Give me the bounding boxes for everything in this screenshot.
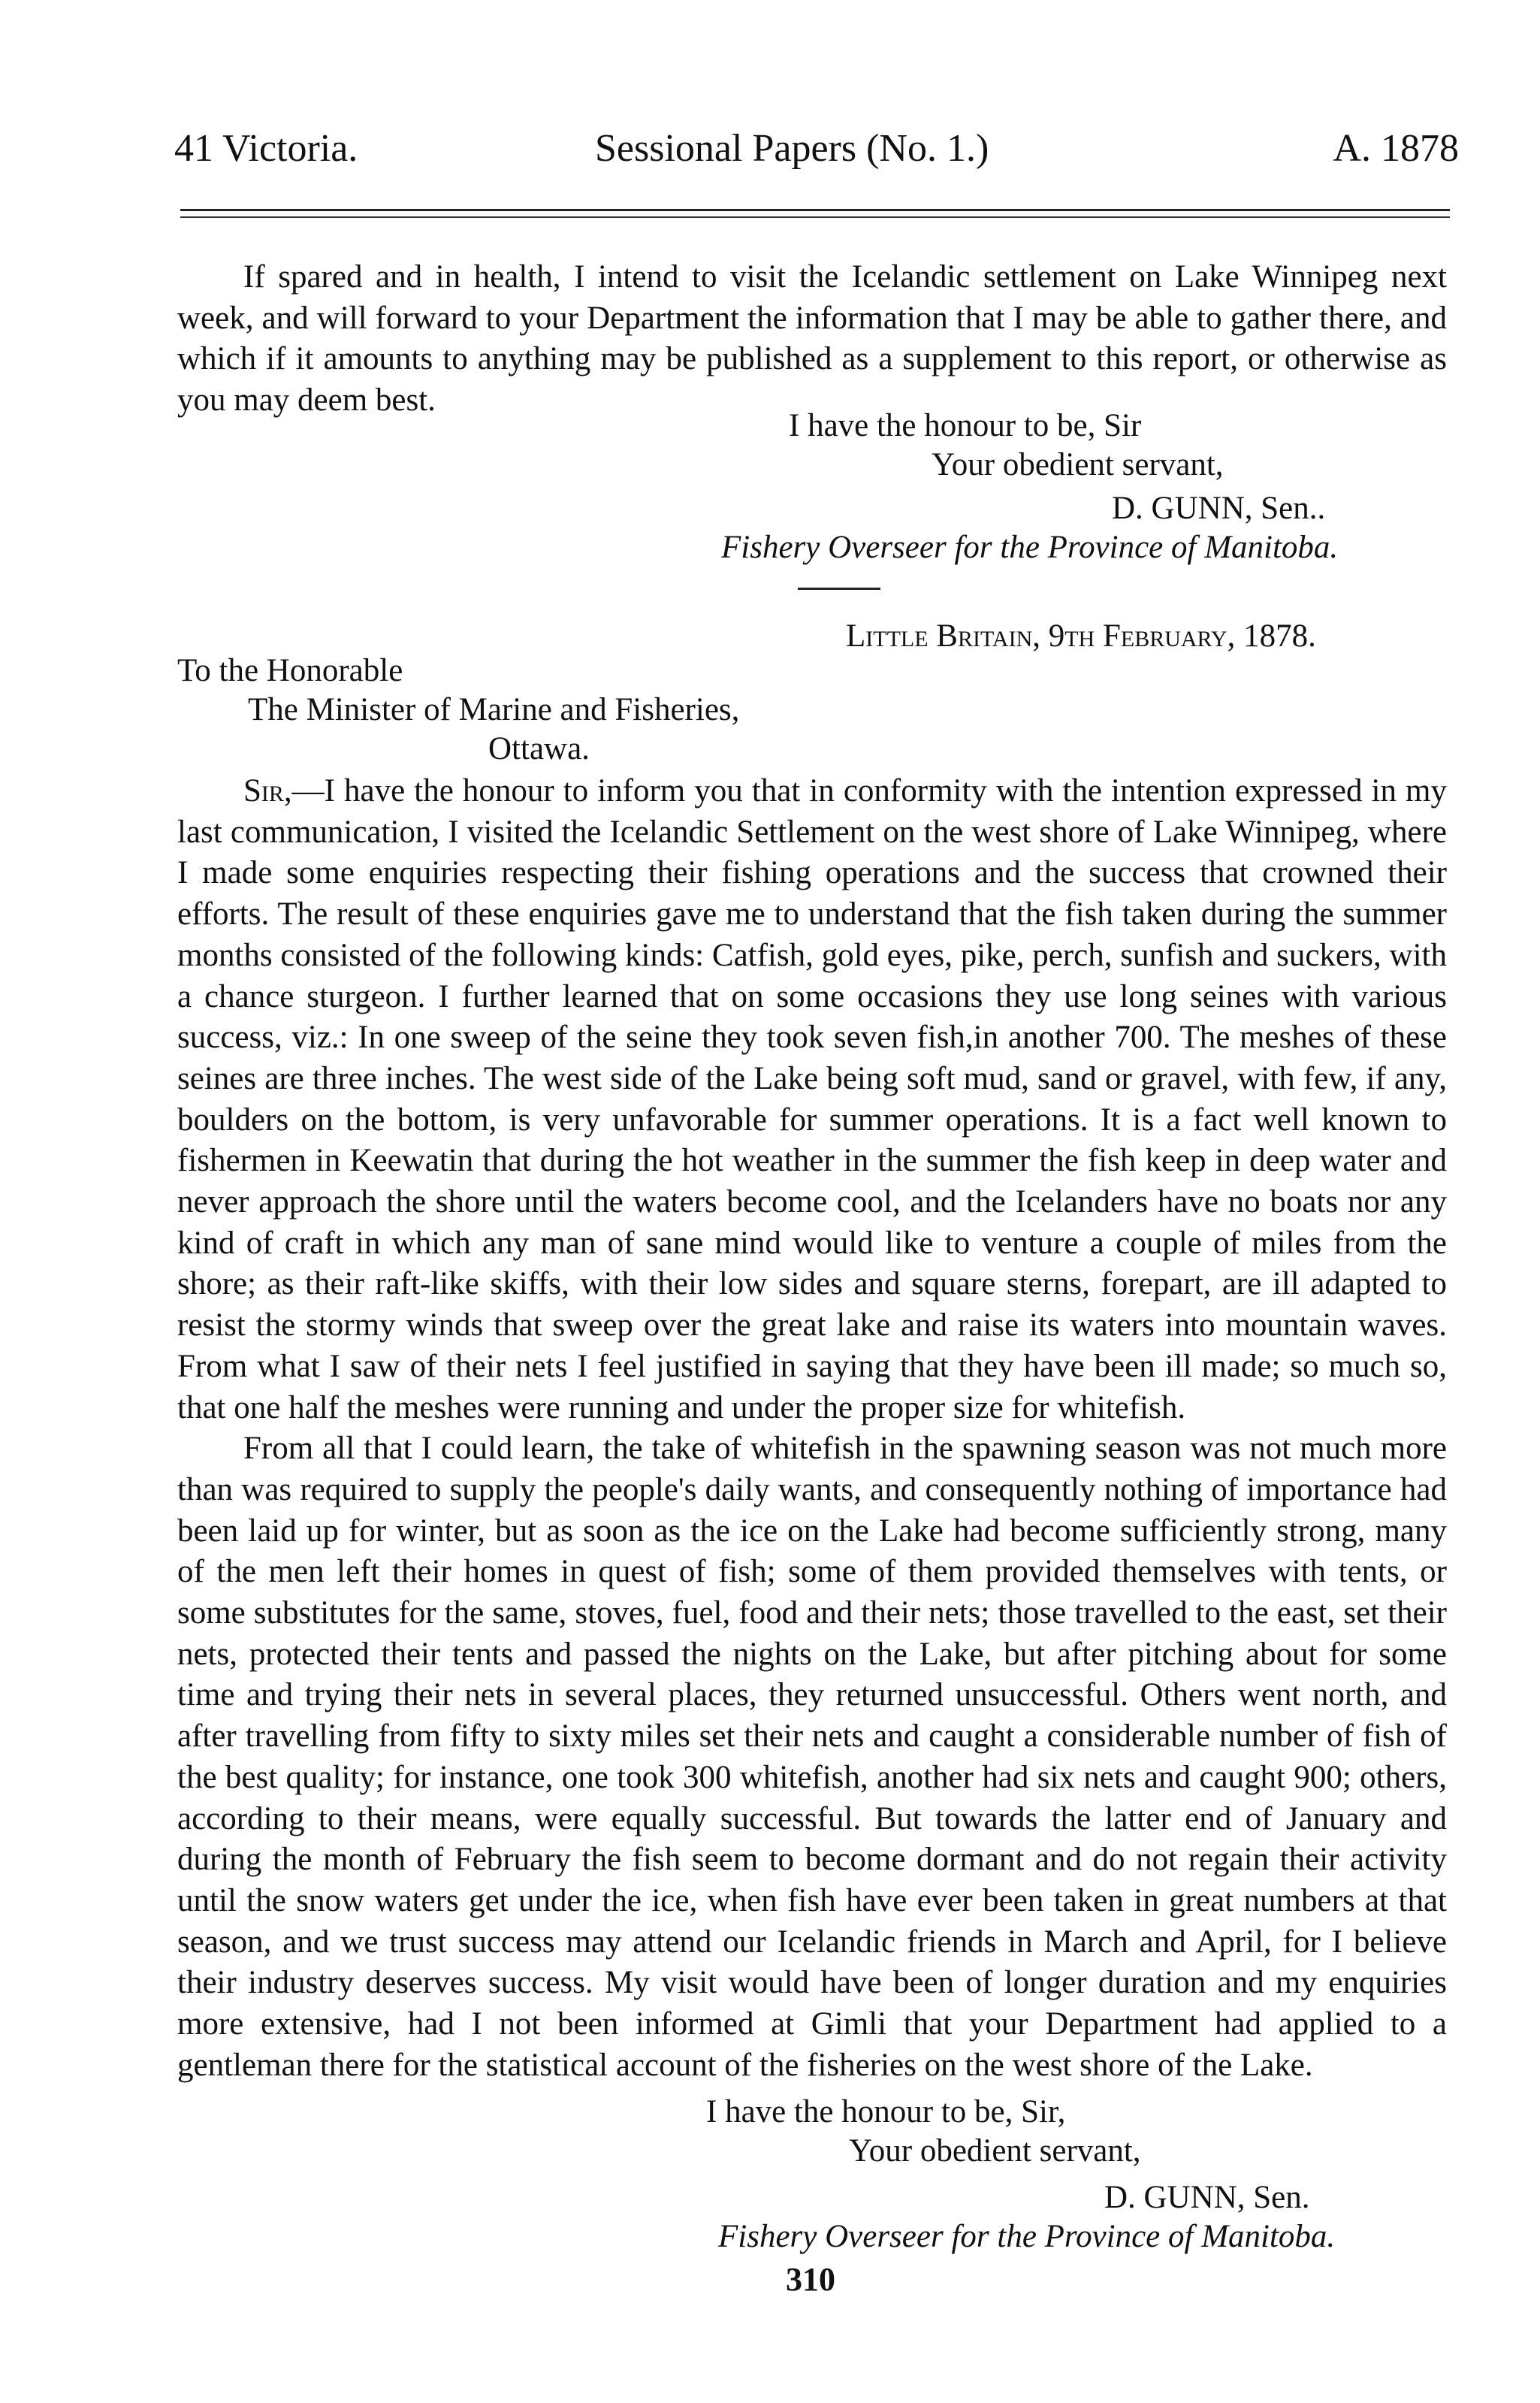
letter2-body: [177, 771, 1447, 2087]
letter2-closing-line1: I have the honour to be, Sir,: [706, 2094, 1066, 2129]
letter2-place-date: Little Britain, 9th February, 1878.: [846, 618, 1316, 654]
header-rule-bottom: [180, 216, 1450, 218]
header-volume: 41 Victoria.: [174, 127, 358, 170]
letter1-body: [177, 257, 1447, 422]
header-year: A. 1878: [1333, 127, 1459, 170]
letter2-paragraph1-text: —I have the honour to inform you that in conformity with the intention expressed in my last communication, I visited the Icelandic Settlement on the west shore of Lake Winnipeg, where I made some enquiries respecting their fishing operations and the success that crowned their efforts. The result of these enquiries gave me to understand that the fish taken during the summer months consisted of the following kinds: Catfish, gold eyes, pike, perch, sunfish and suckers, with a chance sturgeon. I further learned that on some occasions they use long seines with various success, viz.: In one sweep of the seine they took seven fish,in another 700. The meshes of these seines are three inches. The west side of the Lake being soft mud, sand or gravel, with few, if any, boulders on the bottom, is very unfavorable for summer operations. It is a fact well known to fishermen in Keewatin that during the hot weather in the summer the fish keep in deep water and never approach the shore until the waters become cool, and the Icelanders have no boats nor any kind of craft in which any man of sane mind would like to venture a couple of miles from the shore; as their raft-like skiffs, with their low sides and square sterns, forepart, are ill adapted to resist the stormy winds that sweep over the great lake and raise its waters into mountain waves. From what I saw of their nets I feel justified in saying that they have been ill made; so much so, that one half the meshes were running and under the proper size for whitefish.: [177, 773, 1447, 1425]
letter2-closing-line2: Your obedient servant,: [849, 2133, 1141, 2169]
section-divider: [798, 588, 880, 590]
letter1-closing-line1: I have the honour to be, Sir: [789, 408, 1142, 443]
letter2-paragraph1: [177, 771, 1447, 1428]
letter2-signer-title: Fishery Overseer for the Province of Manitoba.: [718, 2219, 1336, 2254]
letter1-paragraph: If spared and in health, I intend to visit the Icelandic settlement on Lake Winnipeg next week, and will forward to your Department the information that I may be able to gather there, and which if it amounts to anything may be published as a supplement to this report, or otherwise as you may deem best.: [177, 259, 1447, 419]
header-rule-top: [180, 209, 1450, 211]
page-number: 310: [786, 2261, 835, 2298]
letter1-signer-title: Fishery Overseer for the Province of Manitoba.: [721, 530, 1339, 565]
letter1-closing-line2: Your obedient servant,: [932, 447, 1224, 482]
letter2-salutation: Sir,: [243, 773, 292, 809]
letter2-addressee-line2: The Minister of Marine and Fisheries,: [248, 692, 740, 727]
header-title: Sessional Papers (No. 1.): [595, 127, 989, 170]
letter2-addressee-line1: To the Honorable: [177, 653, 403, 688]
letter2-paragraph2: From all that I could learn, the take of whitefish in the spawning season was not much more than was required to supply the people's daily wants, and consequently nothing of importance had been laid up for winter, but as soon as the ice on the Lake had become sufficiently strong, many of the men left their homes in quest of fish; some of them provided themselves with tents, or some substitutes for the same, stoves, fuel, food and their nets; those travelled to the east, set their nets, protected their tents and passed the nights on the Lake, but after pitching about for some time and trying their nets in several places, they returned unsuccessful. Others went north, and after travelling from fifty to sixty miles set their nets and caught a considerable number of fish of the best quality; for instance, one took 300 whitefish, another had six nets and caught 900; others, according to their means, were equally successful. But towards the latter end of January and during the month of February the fish seem to become dormant and do not regain their activity until the snow waters get under the ice, when fish have ever been taken in great numbers at that season, and we trust success may attend our Icelandic friends in March and April, for I believe their industry deserves success. My visit would have been of longer duration and my enquiries more extensive, had I not been informed at Gimli that your Department had applied to a gentleman there for the statistical account of the fisheries on the west shore of the Lake.: [177, 1431, 1447, 2083]
page-header: [174, 126, 1459, 186]
letter1-signature: D. GUNN, Sen..: [1112, 491, 1326, 526]
letter2-addressee-line3: Ottawa.: [488, 731, 590, 766]
letter2-signature: D. GUNN, Sen.: [1104, 2180, 1310, 2215]
